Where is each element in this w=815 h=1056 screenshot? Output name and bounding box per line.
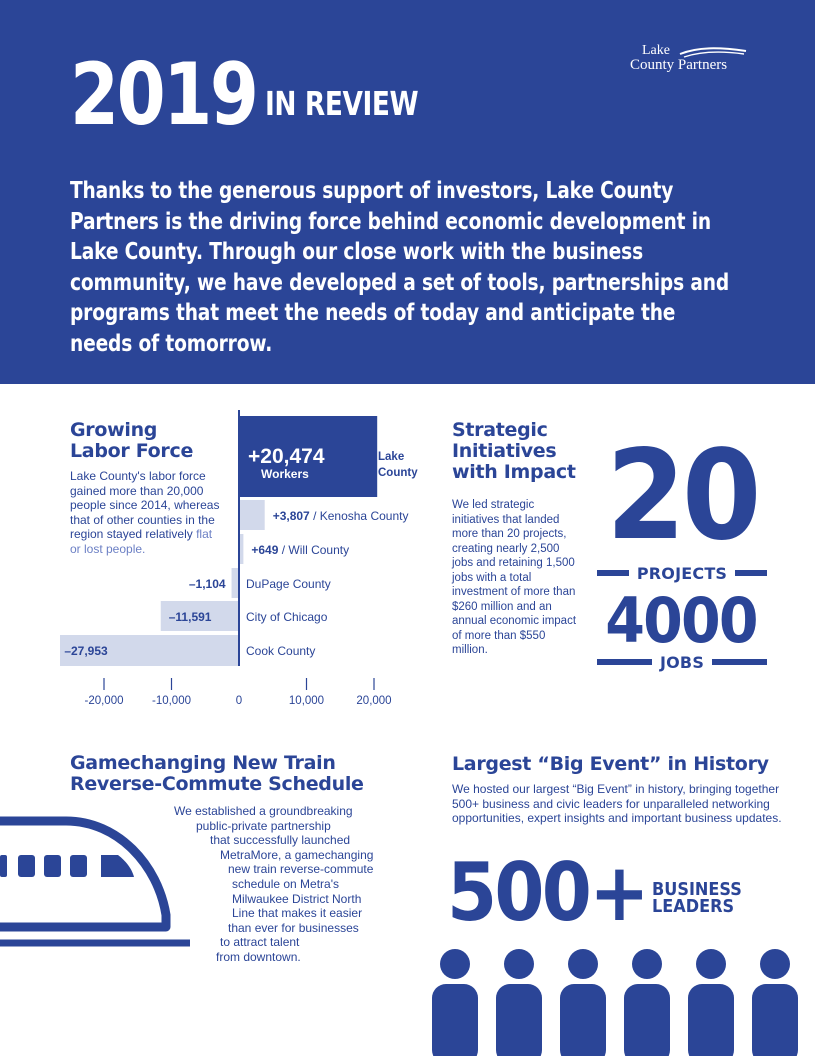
- lake-county-partners-logo: [630, 44, 750, 80]
- logo-line-1: Lake: [642, 43, 670, 58]
- person-icon: [496, 949, 542, 1056]
- person-icon: [624, 949, 670, 1056]
- train-line: new train reverse-commute: [228, 862, 374, 877]
- strategic-title-line-3: with Impact: [452, 461, 576, 483]
- value-label-3: –1,104: [188, 577, 226, 591]
- tick-label-1: -10,000: [151, 695, 192, 707]
- labor-title-line-2: Labor Force: [70, 440, 194, 462]
- train-line: that successfully launched: [210, 833, 351, 848]
- train-line: MetraMore, a gamechanging: [220, 847, 374, 862]
- leaders-label-line-1: BUSINESS: [652, 880, 742, 900]
- lake-value-label: +20,474: [248, 445, 325, 468]
- train-icon: [0, 815, 200, 950]
- projects-label-row: [597, 563, 767, 583]
- train-line: schedule on Metra's: [232, 876, 340, 891]
- big-event-title: Largest “Big Event” in History: [452, 753, 769, 775]
- person-icon: [752, 949, 798, 1056]
- bar-1: [239, 500, 265, 530]
- tick-label-2: 0: [235, 695, 243, 707]
- bar-3: [232, 568, 239, 598]
- jobs-number: 4000: [605, 584, 757, 657]
- value-category-label-1: +3,807 / Kenosha County: [272, 509, 409, 523]
- jobs-rule-right: [712, 659, 767, 665]
- train-line: Milwaukee District North: [232, 891, 362, 906]
- train-title: [70, 753, 410, 795]
- person-icon: [560, 949, 606, 1056]
- projects-rule-left: [597, 570, 629, 576]
- person-icon: [688, 949, 734, 1056]
- train-line: than ever for businesses: [228, 920, 359, 935]
- train-line: Line that makes it easier: [232, 906, 363, 921]
- labor-force-bar-chart: [60, 410, 440, 720]
- value-category-label-2: +649 / Will County: [251, 543, 350, 557]
- hero-banner: [0, 0, 815, 384]
- lake-cat-line-2: County: [378, 467, 418, 479]
- train-line: from downtown.: [216, 949, 301, 964]
- year-heading: 2019: [70, 45, 257, 145]
- value-label-4: –11,591: [168, 610, 212, 624]
- category-label-3: DuPage County: [246, 577, 331, 591]
- lake-cat-line-1: Lake: [378, 451, 405, 463]
- intro-paragraph: Thanks to the generous support of investors, Lake County Partners is the driving force behind economic development in Lake County. Through our close work with the business community, we have developed a set of tools, partnerships and programs that meet the needs of today and anticipate the needs of tomorrow.: [70, 178, 730, 357]
- tick-label-0: -20,000: [84, 695, 124, 707]
- leaders-count: 500+: [447, 846, 647, 939]
- train-line: We established a groundbreaking: [174, 804, 353, 818]
- strategic-title: [452, 420, 592, 483]
- category-label-5: Cook County: [246, 644, 316, 658]
- leaders-label-line-2: LEADERS: [652, 897, 735, 917]
- train-text: [170, 804, 400, 965]
- in-review-heading: IN REVIEW: [265, 84, 419, 123]
- strategic-title-line-2: Initiatives: [452, 440, 557, 462]
- train-line: public-private partnership: [196, 818, 331, 833]
- tick-label-4: 20,000: [356, 695, 392, 707]
- projects-rule-right: [735, 570, 767, 576]
- people-icons: [428, 944, 815, 1056]
- labor-force-chart: [60, 410, 440, 720]
- jobs-label-row: [597, 652, 767, 672]
- labor-text-main: Lake County's labor force gained more than 20,000 people since 2014, whereas that of other counties in the region stayed relatively: [70, 469, 220, 541]
- train-title-line-2: Reverse-Commute Schedule: [70, 773, 364, 795]
- strategic-text: We led strategic initiatives that landed more than 20 projects, creating nearly 2,500 jobs and retaining 1,500 jobs with a total investment of more than $260 million and an annual economic impact of more than $550 million.: [452, 499, 577, 656]
- category-label-4: City of Chicago: [246, 610, 328, 624]
- lake-sub-label: Workers: [261, 467, 309, 481]
- jobs-label: JOBS: [659, 652, 705, 672]
- train-line: to attract talent: [220, 935, 300, 950]
- labor-text-soft: flat or lost people.: [70, 527, 213, 556]
- logo-line-2: County Partners: [630, 57, 728, 73]
- value-label-5: –27,953: [64, 644, 108, 658]
- tick-label-3: 10,000: [288, 695, 325, 707]
- projects-label: PROJECTS: [636, 563, 728, 583]
- train-title-line-1: Gamechanging New Train: [70, 752, 336, 774]
- big-event-text: We hosted our largest “Big Event” in history, bringing together 500+ business and civic leaders for unparalleled networking opportunities, expert insights and important business updates.: [452, 782, 782, 825]
- strategic-title-line-1: Strategic: [452, 419, 548, 441]
- business-leaders-label: [652, 882, 742, 916]
- jobs-rule-left: [597, 659, 652, 665]
- projects-number: 20: [606, 424, 758, 568]
- labor-title-line-1: Growing: [70, 419, 158, 441]
- person-icon: [432, 949, 478, 1056]
